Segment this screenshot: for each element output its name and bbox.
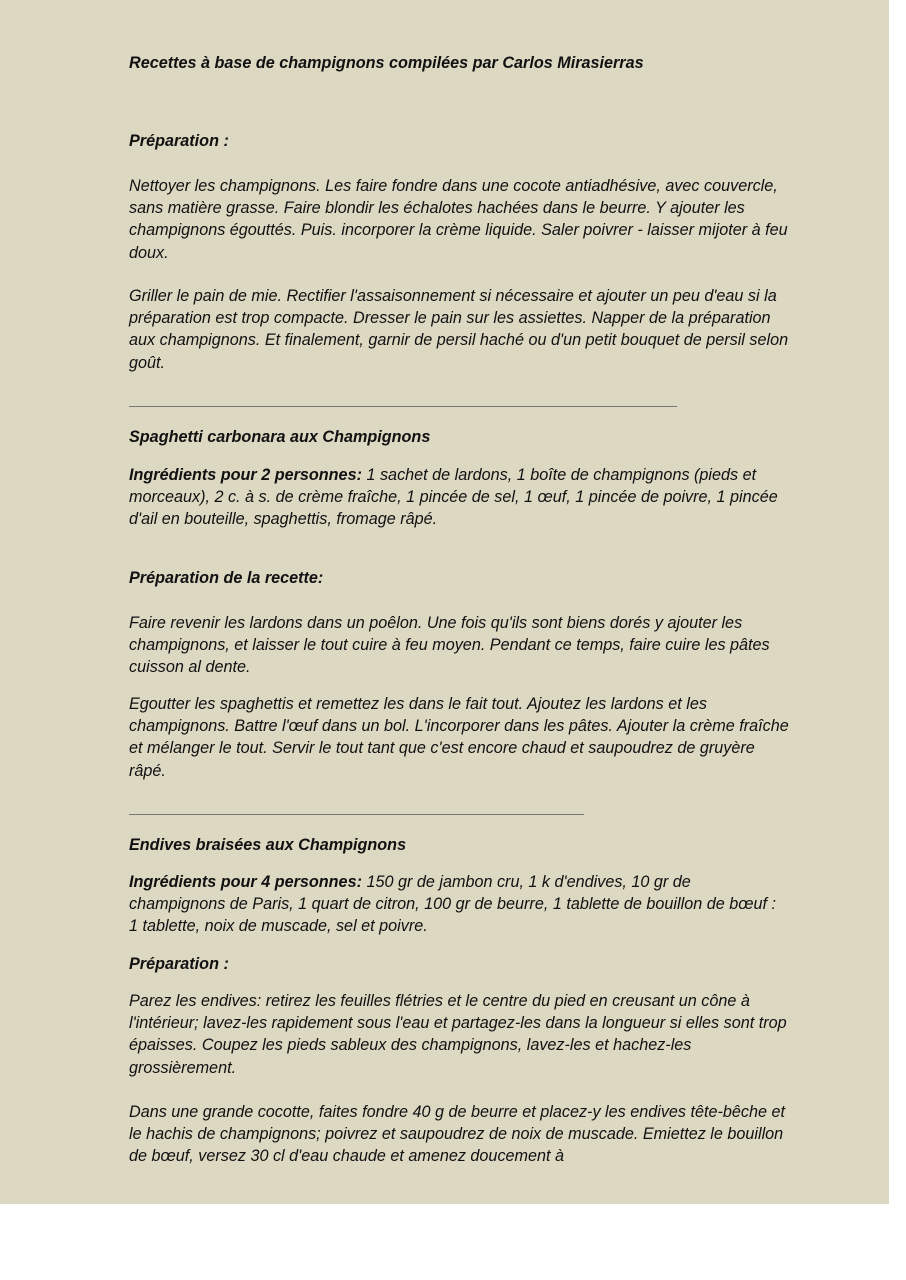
document-title: Recettes à base de champignons compilées par Carlos Mirasierras [129, 54, 644, 72]
section-divider [129, 406, 677, 407]
recipe1-paragraph-2: Griller le pain de mie. Rectifier l'assaisonnement si nécessaire et ajouter un peu d'eau si la préparation est trop compacte. Dresser le pain sur les assiettes. Napper de la préparation aux champignons. Et finalement, garnir de persil haché ou d'un petit bouquet de persil selon goût. [129, 287, 789, 372]
recipe3-ingredients-text: 150 gr de jambon cru, 1 k d'endives, 10 gr de champignons de Paris, 1 quart de citron, 100 gr de beurre, 1 tablette de bouillon de bœuf : 1 tablette, noix de muscade, sel et poivre. [129, 873, 777, 936]
recipe2-ingredients [129, 464, 789, 531]
recipe1-paragraph-1: Nettoyer les champignons. Les faire fondre dans une cocote antiadhésive, avec couvercle, sans matière grasse. Faire blondir les échalotes hachées dans le beurre. Y ajouter les champignons égouttés. Puis. incorporer la crème liquide. Saler poivrer - laisser mijoter à feu doux. [129, 177, 788, 262]
recipe3-ingredients [129, 871, 789, 938]
recipe2-paragraph-1: Faire revenir les lardons dans un poêlon. Une fois qu'ils sont biens dorés y ajouter les champignons, et laisser le tout cuire à feu moyen. Pendant ce temps, faire cuire les pâtes cuisson al dente. [129, 614, 770, 677]
recipe3-paragraph-2: Dans une grande cocotte, faites fondre 40 g de beurre et placez-y les endives tête-bêche et le hachis de champignons; poivrez et saupoudrez de noix de muscade. Emiettez le bouillon de bœuf, versez 30 cl d'eau chaude et amenez doucement à [129, 1103, 786, 1166]
recipe3-prep-heading: Préparation : [129, 955, 229, 973]
section-divider [129, 814, 584, 815]
recipe2-prep-heading: Préparation de la recette: [129, 569, 324, 587]
recipe3-title: Endives braisées aux Champignons [129, 836, 407, 854]
recipe2-paragraph-2: Egoutter les spaghettis et remettez les dans le fait tout. Ajoutez les lardons et les champignons. Battre l'œuf dans un bol. L'incorporer dans les pâtes. Ajouter la crème fraîche et mélanger le tout. Servir le tout tant que c'est encore chaud et saupoudrez de gruyère râpé. [129, 695, 789, 780]
recipe1-prep-heading: Préparation : [129, 132, 229, 150]
recipe3-ingredients-label: Ingrédients pour 4 personnes: [129, 873, 362, 891]
recipe3-paragraph-1: Parez les endives: retirez les feuilles flétries et le centre du pied en creusant un cône à l'intérieur; lavez-les rapidement sous l'eau et partagez-les dans la longueur si elles sont trop épaisses. Coupez les pieds sableux des champignons, lavez-les et hachez-les grossièrement. [129, 992, 787, 1077]
recipe2-title: Spaghetti carbonara aux Champignons [129, 428, 431, 446]
recipe2-ingredients-text: 1 sachet de lardons, 1 boîte de champignons (pieds et morceaux), 2 c. à s. de crème fraîche, 1 pincée de sel, 1 œuf, 1 pincée de poivre, 1 pincée d'ail en bouteille, spaghettis, fromage râpé. [129, 466, 778, 529]
recipe2-ingredients-label: Ingrédients pour 2 personnes: [129, 466, 362, 484]
